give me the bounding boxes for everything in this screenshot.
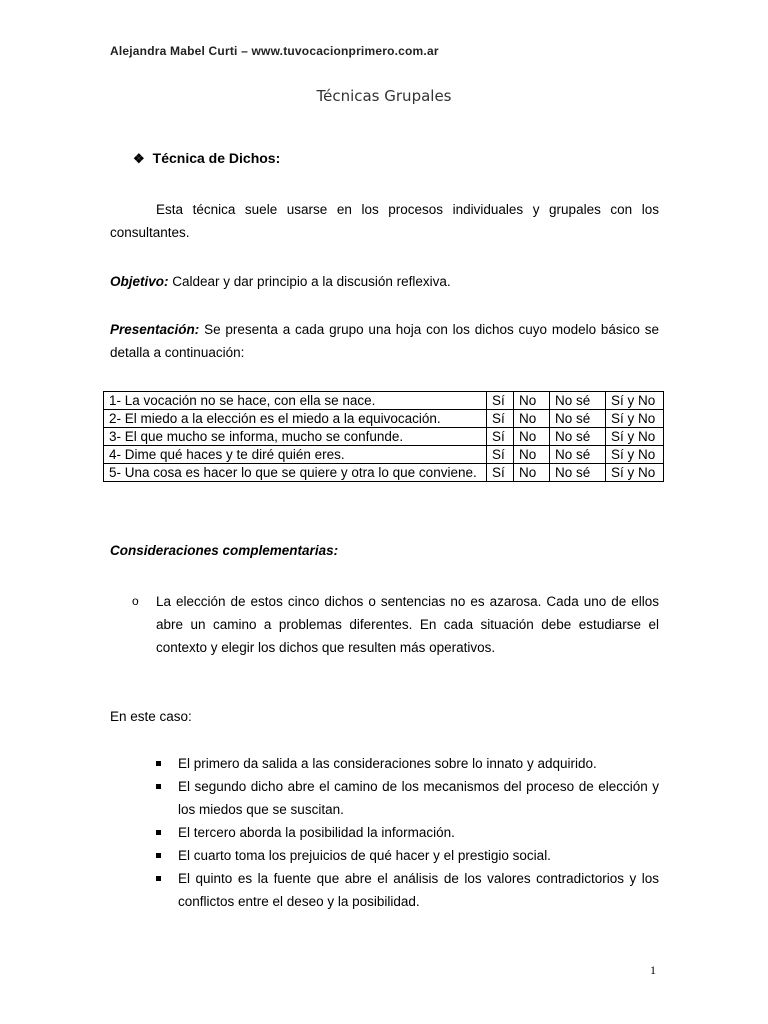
answer-option: No (514, 428, 550, 446)
dicho-phrase: 4- Dime qué haces y te diré quién eres. (104, 446, 487, 464)
table-row (104, 392, 664, 410)
objetivo-label: Objetivo: (110, 274, 169, 289)
square-bullet-icon (156, 784, 161, 789)
square-bullet-icon (156, 853, 161, 858)
dicho-phrase: 1- La vocación no se hace, con ella se nace. (104, 392, 487, 410)
list-item (156, 752, 659, 775)
diamond-bullet-icon: ❖ (133, 151, 145, 166)
header-author-line: Alejandra Mabel Curti – www.tuvocacionprimero.com.ar (110, 44, 439, 58)
page-title: Técnicas Grupales (316, 87, 452, 105)
case-intro: En este caso: (110, 709, 192, 724)
dicho-phrase: 3- El que mucho se informa, mucho se confunde. (104, 428, 487, 446)
list-item-text: El primero da salida a las consideraciones sobre lo innato y adquirido. (178, 756, 597, 771)
dichos-table (103, 391, 664, 482)
list-item (156, 775, 659, 821)
answer-option: Sí (487, 428, 514, 446)
answer-option: No sé (550, 428, 606, 446)
objetivo-paragraph (110, 270, 659, 293)
answer-option: No sé (550, 464, 606, 482)
answer-option: Sí y No (606, 464, 664, 482)
section-heading-text: Técnica de Dichos: (152, 150, 281, 166)
answer-option: No (514, 392, 550, 410)
answer-option: No sé (550, 446, 606, 464)
answer-option: Sí y No (606, 410, 664, 428)
dicho-phrase: 5- Una cosa es hacer lo que se quiere y otra lo que conviene. (104, 464, 487, 482)
answer-option: No (514, 464, 550, 482)
case-list (156, 752, 659, 913)
section-heading (133, 150, 280, 167)
square-bullet-icon (156, 830, 161, 835)
square-bullet-icon (156, 876, 161, 881)
table-row (104, 428, 664, 446)
page-number: 1 (650, 963, 656, 977)
answer-option: Sí (487, 410, 514, 428)
answer-option: No (514, 446, 550, 464)
objetivo-text: Caldear y dar principio a la discusión reflexiva. (168, 274, 451, 289)
list-item-text: El cuarto toma los prejuicios de qué hacer y el prestigio social. (178, 848, 551, 863)
consideraciones-paragraph: La elección de estos cinco dichos o sentencias no es azarosa. Cada uno de ellos abre un camino a problemas diferentes. En cada situación debe estudiarse el contexto y elegir los dichos que resulten más operativos. (156, 594, 659, 655)
answer-option: Sí (487, 446, 514, 464)
list-item (156, 867, 659, 913)
answer-option: Sí (487, 392, 514, 410)
answer-option: No sé (550, 392, 606, 410)
answer-option: No (514, 410, 550, 428)
list-item-text: El segundo dicho abre el camino de los mecanismos del proceso de elección y los miedos que se suscitan. (178, 779, 659, 817)
circle-bullet-icon: o (132, 594, 139, 608)
square-bullet-icon (156, 761, 161, 766)
presentacion-label: Presentación: (110, 322, 200, 337)
answer-option: Sí y No (606, 446, 664, 464)
answer-option: Sí y No (606, 392, 664, 410)
table-row (104, 464, 664, 482)
table-row (104, 410, 664, 428)
list-item (156, 844, 659, 867)
table-row (104, 446, 664, 464)
answer-option: Sí y No (606, 428, 664, 446)
presentacion-text: Se presenta a cada grupo una hoja con los dichos cuyo modelo básico se detalla a continuación: (110, 322, 659, 360)
dicho-phrase: 2- El miedo a la elección es el miedo a la equivocación. (104, 410, 487, 428)
list-item-text: El tercero aborda la posibilidad la información. (178, 825, 455, 840)
answer-option: Sí (487, 464, 514, 482)
presentacion-paragraph (110, 318, 659, 364)
list-item (156, 821, 659, 844)
intro-paragraph: Esta técnica suele usarse en los procesos individuales y grupales con los consultantes. (110, 202, 659, 240)
consideraciones-heading: Consideraciones complementarias: (110, 543, 339, 558)
list-item-text: El quinto es la fuente que abre el análisis de los valores contradictorios y los conflictos entre el deseo y la posibilidad. (178, 871, 659, 909)
answer-option: No sé (550, 410, 606, 428)
